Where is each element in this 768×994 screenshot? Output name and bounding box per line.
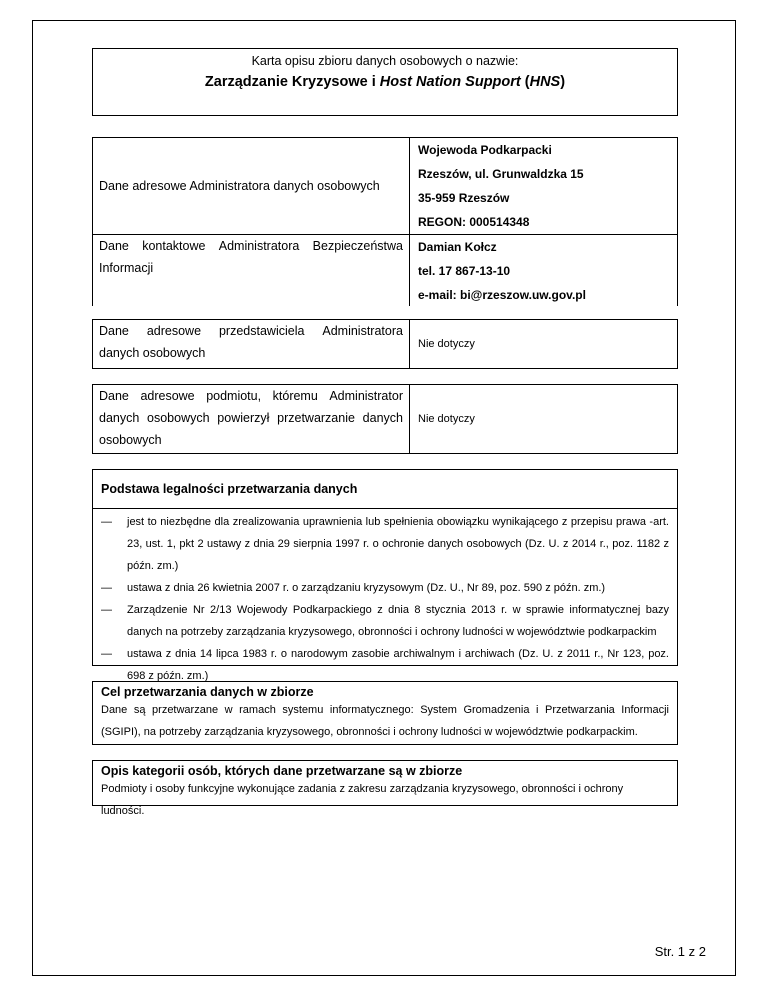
processor-label-word: powierzył bbox=[217, 411, 270, 425]
representative-label-word: danych osobowych bbox=[99, 346, 206, 360]
processor-value: Nie dotyczy bbox=[418, 413, 475, 425]
dataset-name-part: ( bbox=[520, 74, 530, 90]
abi-label-word: Bezpieczeństwa bbox=[312, 239, 403, 253]
administrator-regon: REGON: 000514348 bbox=[418, 215, 530, 229]
dataset-name-abbrev: HNS bbox=[529, 74, 561, 90]
abi-phone: tel. 17 867-13-10 bbox=[418, 264, 511, 278]
purpose-text: Dane są przetwarzane w ramach systemu informatycznego: System Gromadzenia i Przetwarzania Informacji (SGIPI), na potrzeby zarządzania kryzysowego, obronności i ochrony ludności w województwie podkarpackim. bbox=[101, 704, 669, 738]
dash-bullet: — bbox=[101, 648, 112, 660]
representative-row bbox=[92, 319, 678, 369]
page-number: Str. 1 z 2 bbox=[654, 944, 706, 959]
dash-bullet: — bbox=[101, 604, 112, 616]
dataset-name bbox=[93, 74, 677, 90]
legal-basis-list bbox=[93, 509, 677, 687]
processor-label bbox=[93, 385, 410, 453]
abi-label bbox=[93, 235, 410, 306]
administrator-postcode: 35-959 Rzeszów bbox=[418, 191, 510, 205]
categories-heading: Opis kategorii osób, których dane przetwarzane są w zbiorze bbox=[101, 764, 463, 778]
categories-section bbox=[92, 760, 678, 817]
representative-label bbox=[93, 320, 410, 368]
legal-basis-item: ustawa z dnia 26 kwietnia 2007 r. o zarządzaniu kryzysowym (Dz. U., Nr 89, poz. 590 z późn. zm.) bbox=[127, 582, 606, 594]
list-item bbox=[101, 577, 669, 599]
abi-label-word: Informacji bbox=[99, 261, 154, 275]
abi-email: e-mail: bi@rzeszow.uw.gov.pl bbox=[418, 288, 586, 302]
processor-label-word: Administrator bbox=[329, 389, 403, 403]
purpose-section bbox=[92, 681, 678, 745]
administrator-row bbox=[92, 137, 678, 235]
title-intro: Karta opisu zbioru danych osobowych o nazwie: bbox=[251, 54, 519, 68]
processor-row bbox=[92, 384, 678, 454]
representative-label-word: przedstawiciela bbox=[218, 324, 305, 338]
dataset-name-part: ) bbox=[560, 74, 566, 90]
categories-text: Podmioty i osoby funkcyjne wykonujące zadania z zakresu zarządzania kryzysowego, obronności i ochrony ludności. bbox=[101, 783, 624, 817]
legal-basis-item: ustawa z dnia 14 lipca 1983 r. o narodowym zasobie archiwalnym i archiwach (Dz. U. z 2011 r., Nr 123, poz. 698 z późn. zm.) bbox=[127, 648, 669, 682]
legal-basis-item: Zarządzenie Nr 2/13 Wojewody Podkarpackiego z dnia 8 stycznia 2013 r. w sprawie informatycznej bazy danych na potrzeby zarządzania kryzysowego, obronności i ochrony ludności w województwie podkarpackim bbox=[127, 604, 669, 638]
representative-label-word: Dane bbox=[99, 324, 129, 338]
purpose-heading: Cel przetwarzania danych w zbiorze bbox=[101, 685, 314, 699]
abi-label-word: Administratora bbox=[218, 239, 300, 253]
abi-value bbox=[410, 235, 677, 306]
title-box bbox=[92, 48, 678, 116]
administrator-value bbox=[410, 138, 677, 234]
processor-label-word: podmiotu, bbox=[206, 389, 262, 403]
processor-label-word: któremu bbox=[272, 389, 318, 403]
administrator-address: Rzeszów, ul. Grunwaldzka 15 bbox=[418, 167, 584, 181]
representative-label-word: adresowe bbox=[146, 324, 202, 338]
processor-label-word: Dane bbox=[99, 389, 129, 403]
dash-bullet: — bbox=[101, 516, 112, 528]
legal-basis-section bbox=[92, 469, 678, 682]
administrator-label: Dane adresowe Administratora danych osobowych bbox=[93, 138, 410, 234]
list-item bbox=[101, 599, 669, 643]
abi-label-word: kontaktowe bbox=[142, 239, 206, 253]
administrator-name: Wojewoda Podkarpacki bbox=[418, 143, 552, 157]
processor-label-word: osobowych bbox=[99, 433, 162, 447]
legal-basis-heading: Podstawa legalności przetwarzania danych bbox=[93, 470, 677, 509]
processor-label-word: przetwarzanie bbox=[277, 411, 355, 425]
dataset-name-part: Zarządzanie Kryzysowe i bbox=[204, 74, 380, 90]
abi-name: Damian Kołcz bbox=[418, 240, 497, 254]
list-item bbox=[101, 511, 669, 577]
processor-label-word: danych bbox=[99, 411, 140, 425]
processor-label-word: danych bbox=[362, 411, 403, 425]
abi-row bbox=[92, 234, 678, 306]
legal-basis-item: jest to niezbędne dla zrealizowania uprawnienia lub spełnienia obowiązku wynikającego z przepisu prawa -art. 23, ust. 1, pkt 2 ustawy z dnia 29 sierpnia 1997 r. o ochronie danych osobowych (Dz. U. z 2014 r., poz. 1182 z późn. zm.) bbox=[127, 516, 669, 572]
processor-label-word: osobowych bbox=[147, 411, 210, 425]
dash-bullet: — bbox=[101, 582, 112, 594]
abi-label-word: Dane bbox=[99, 239, 129, 253]
representative-label-word: Administratora bbox=[322, 324, 403, 338]
dataset-name-italic: Host Nation Support bbox=[379, 74, 521, 90]
processor-label-word: adresowe bbox=[140, 389, 195, 403]
representative-value: Nie dotyczy bbox=[418, 338, 475, 350]
